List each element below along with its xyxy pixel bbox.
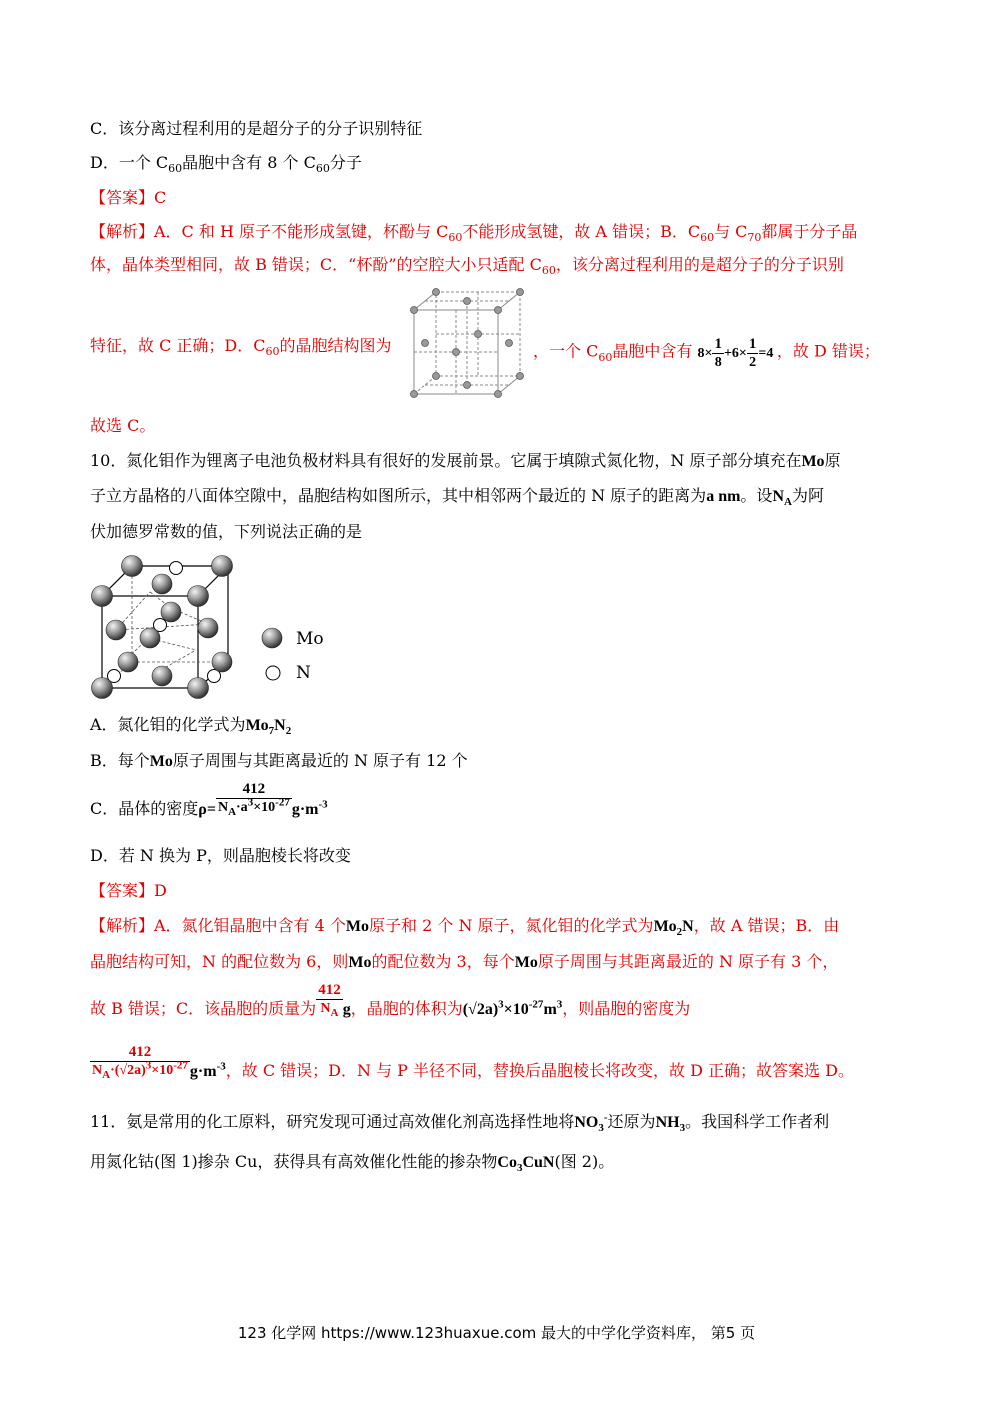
c60-unit-cell-figure: [406, 288, 528, 400]
q10-explanation-line1: 【解析】A．氮化钼晶胞中含有 4 个Mo原子和 2 个 N 原子，氮化钼的化学式为$Mo_2N$，故 A 错误；B．由: [90, 916, 840, 939]
q11-stem-line2: 用氮化钴(图 1)掺杂 Cu，获得具有高效催化性能的掺杂物$Co_3CuN$(图 2)。: [90, 1152, 615, 1175]
q9-explanation-line2: 体，晶体类型相同，故 B 错误；C．“杯酚”的空腔大小只适配 $C_{60}$，该分离过程利用的是超分子的分子识别: [90, 255, 844, 278]
q10-stem-line2: 子立方晶格的八面体空隙中，晶胞结构如图所示，其中相邻两个最近的 N 原子的距离为a nm。设$N_A$为阿: [90, 486, 824, 509]
q10-explanation-line2: 晶胞结构可知，N 的配位数为 6，则Mo的配位数为 3，每个Mo原子周围与其距离最近的 N 原子有 3 个，: [90, 952, 839, 971]
q10-explanation-line4: $\frac{412}{N_A\cdot(√2a)^3\times 10^{-27}}$ $g\cdot m^{-3}$，故 C 错误；D．N 与 P 半径不同，替换后晶胞棱长将改变，故 D 正确；故答案选 D。: [92, 1044, 854, 1081]
mo2n-unit-cell-figure: [86, 552, 246, 702]
q10-option-b: B．每个Mo原子周围与其距离最近的 N 原子有 12 个: [90, 751, 468, 770]
q10-explanation-line3: 故 B 错误；C．该晶胞的质量为 $\frac{412}{N_A}$ g，晶胞的体积为$(√2a)^3\times 10^{-27}m^3$，则晶胞的密度为: [90, 982, 691, 1019]
q9-explanation-line1: 【解析】A．C 和 H 原子不能形成氢键，杯酚与 $C_{60}$不能形成氢键，故 A 错误；B．$C_{60}$与 $C_{70}$都属于分子晶: [90, 222, 858, 245]
q9-option-d: D．一个 $C_{60}$晶胞中含有 8 个 $C_{60}$分子: [90, 153, 362, 176]
mo-legend-icon: [260, 626, 284, 650]
q11-stem-line1: 11．氨是常用的化工原料，研究发现可通过高效催化剂高选择性地将$NO_3^-$还原为$NH_3$。我国科学工作者利: [90, 1111, 830, 1135]
q10-answer: 【答案】D: [90, 881, 167, 900]
legend-n-label: N: [296, 663, 311, 683]
q9-final: 故选 C。: [90, 416, 156, 435]
q9-explanation-line3a: 特征，故 C 正确；D．$C_{60}$的晶胞结构图为: [90, 336, 392, 359]
c60-count-formula: 8× $\frac{1}{8}$ +6× $\frac{1}{2}$ =4: [697, 336, 774, 370]
q9-answer: 【答案】C: [90, 188, 167, 207]
page-footer: 123 化学网 https://www.123huaxue.com 最大的中学化学资料库， 第5 页: [237, 1324, 756, 1342]
n-legend-icon: [264, 664, 282, 682]
q10-option-c: C．晶体的密度ρ= $\frac{412}{N_A\cdot a^3\times 10^{-27}}$ $g\cdot m^{-3}$: [90, 781, 328, 818]
legend-mo-label: Mo: [296, 629, 324, 649]
q10-option-a: A．氮化钼的化学式为$Mo_7N_2$: [90, 715, 292, 738]
q9-option-c: C．该分离过程利用的是超分子的分子识别特征: [90, 119, 423, 138]
q9-explanation-line3b: ，一个 $C_{60}$晶胞中含有 8× $\frac{1}{8}$ +6× $\frac{1}{2}$ =4 ，故 D 错误；: [533, 336, 880, 370]
q10-stem-line1: 10．氮化钼作为锂离子电池负极材料具有很好的发展前景。它属于填隙式氮化物，N 原子部分填充在Mo原: [90, 451, 841, 470]
q10-stem-line3: 伏加德罗常数的值，下列说法正确的是: [90, 522, 363, 541]
q10-option-d: D．若 N 换为 P，则晶胞棱长将改变: [90, 846, 351, 865]
